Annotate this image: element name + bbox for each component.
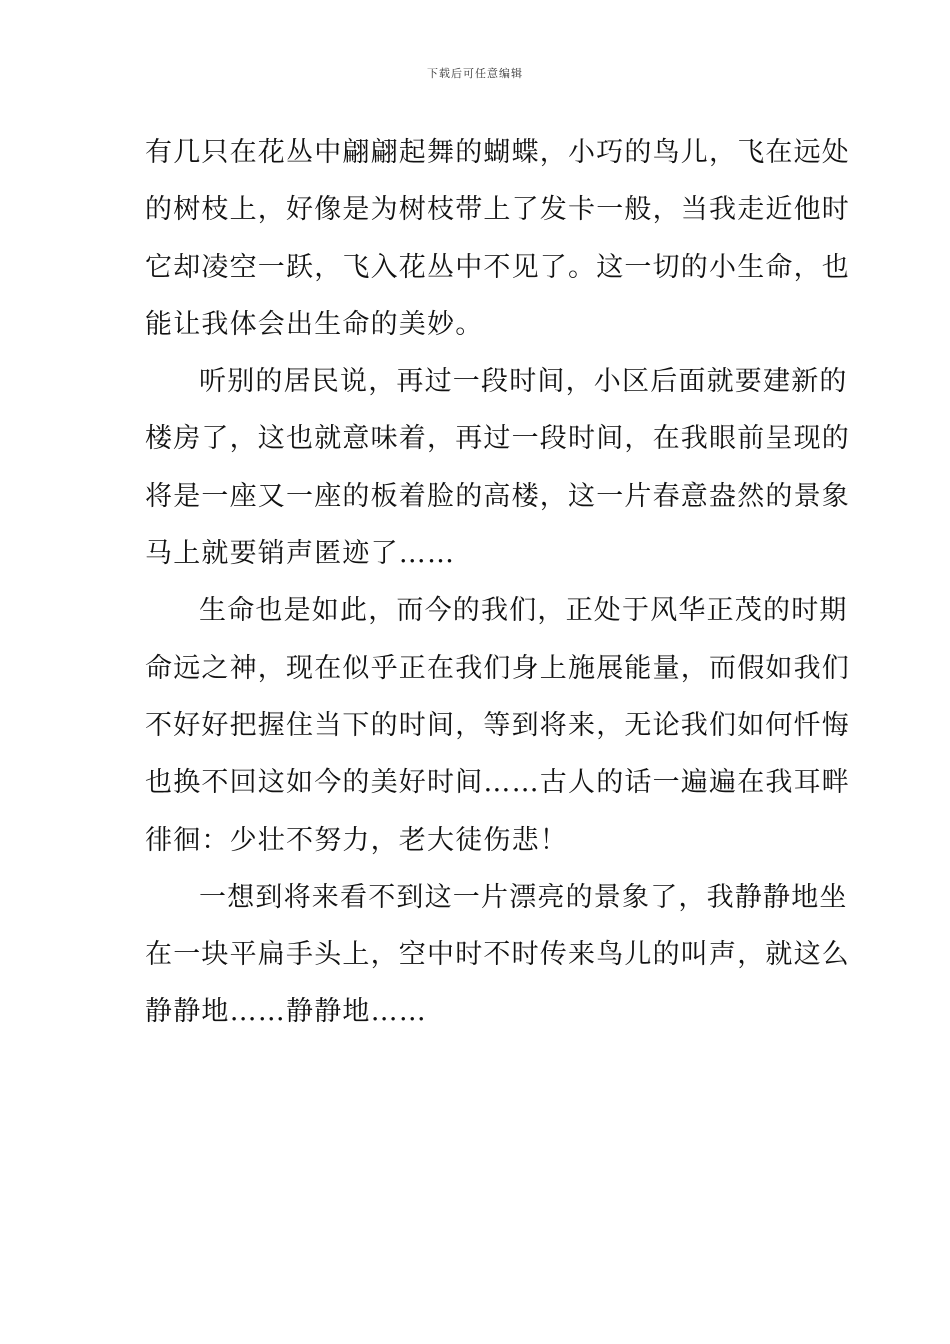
text-line: 的树枝上，好像是为树枝带上了发卡一般，当我走近他时 (145, 194, 850, 226)
paragraph-start-line: 一想到将来看不到这一片漂亮的景象了，我静静地坐 (199, 881, 848, 913)
text-line: 楼房了，这也就意味着，再过一段时间，在我眼前呈现的 (145, 423, 850, 455)
text-line: 它却凌空一跃，飞入花丛中不见了。这一切的小生命，也 (145, 251, 850, 283)
text-line: 马上就要销声匿迹了…… (145, 538, 456, 570)
text-line: 徘徊：少壮不努力，老大徒伤悲！ (145, 824, 568, 856)
paragraph-start-line: 生命也是如此，而今的我们，正处于风华正茂的时期 (199, 595, 848, 627)
text-line: 能让我体会出生命的美妙。 (145, 308, 484, 340)
text-line: 有几只在花丛中翩翩起舞的蝴蝶，小巧的鸟儿，飞在远处 (145, 137, 850, 168)
text-line: 命远之神，现在似乎正在我们身上施展能量，而假如我们 (145, 652, 850, 684)
paragraph-start-line: 听别的居民说，再过一段时间，小区后面就要建新的 (199, 366, 848, 398)
text-line: 将是一座又一座的板着脸的高楼，这一片春意盎然的景象 (145, 480, 850, 512)
text-line: 不好好把握住当下的时间，等到将来，无论我们如何忏悔 (145, 709, 850, 741)
text-line: 也换不回这如今的美好时间……古人的话一遍遍在我耳畔 (145, 767, 850, 799)
text-line: 静静地……静静地…… (145, 996, 427, 1028)
text-line: 在一块平扁手头上，空中时不时传来鸟儿的叫声，就这么 (145, 939, 850, 971)
document-body (145, 124, 850, 1041)
page-header: 下载后可任意编辑 (427, 67, 523, 80)
